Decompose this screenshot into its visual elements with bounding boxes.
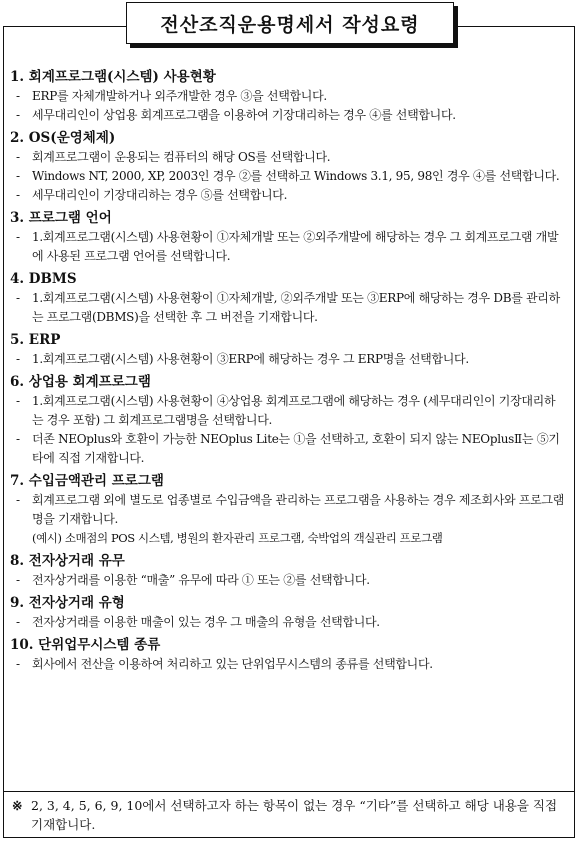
footer-text: 2, 3, 4, 5, 6, 9, 10에서 선택하고자 하는 항목이 없는 경우 “기타”를 선택하고 해당 내용을 직접 기재합니다. [31, 798, 558, 832]
section-9 [10, 594, 566, 632]
section-7 [10, 472, 566, 548]
section-1 [10, 68, 566, 125]
list-item: - 회계프로그램 외에 별도로 업종별로 수입금액을 관리하는 프로그램을 사용하는 경우 제조회사와 프로그램명을 기재합니다. [16, 493, 564, 526]
section-heading: 6. 상업용 회계프로그램 [10, 374, 151, 390]
section-8 [10, 552, 566, 590]
section-heading: 4. DBMS [10, 271, 77, 287]
list-item: - 1.회계프로그램(시스템) 사용현황이 ④상업용 회계프로그램에 해당하는 경우 (세무대리인이 기장대리하는 경우 포함) 그 회계프로그램명을 선택합니다. [16, 394, 556, 427]
section-5 [10, 331, 566, 369]
section-3 [10, 209, 566, 266]
reference-mark: ※ [12, 798, 23, 813]
list-item: - 1.회계프로그램(시스템) 사용현황이 ③ERP에 해당하는 경우 그 ERP명을 선택합니다. [16, 352, 469, 366]
list-item: - Windows NT, 2000, XP, 2003인 경우 ②를 선택하고 Windows 3.1, 95, 98인 경우 ④를 선택합니다. [16, 169, 560, 183]
document-title: 전산조직운용명세서 작성요령 [126, 2, 454, 44]
section-heading: 3. 프로그램 언어 [10, 210, 112, 226]
section-heading: 5. ERP [10, 332, 61, 348]
section-2 [10, 129, 566, 205]
list-item: - 세무대리인이 기장대리하는 경우 ⑤를 선택합니다. [16, 188, 288, 202]
section-heading: 1. 회계프로그램(시스템) 사용현황 [10, 69, 216, 85]
section-6 [10, 373, 566, 468]
list-item: - 세무대리인이 상업용 회계프로그램을 이용하여 기장대리하는 경우 ④를 선택합니다. [16, 108, 456, 122]
list-item: - 전자상거래를 이용한 매출이 있는 경우 그 매출의 유형을 선택합니다. [16, 615, 380, 629]
section-heading: 10. 단위업무시스템 종류 [10, 637, 161, 653]
list-item: - 회계프로그램이 운용되는 컴퓨터의 해당 OS를 선택합니다. [16, 150, 331, 164]
section-heading: 7. 수입금액관리 프로그램 [10, 473, 164, 489]
list-item: - 1.회계프로그램(시스템) 사용현황이 ①자체개발, ②외주개발 또는 ③ERP에 해당하는 경우 DB를 관리하는 프로그램(DBMS)을 선택한 후 그 버전을 기재합니다. [16, 291, 560, 324]
footer-note [3, 791, 575, 838]
list-item: - 1.회계프로그램(시스템) 사용현황이 ①자체개발 또는 ②외주개발에 해당하는 경우 그 회계프로그램 개발에 사용된 프로그램 언어를 선택합니다. [16, 230, 559, 263]
section-4 [10, 270, 566, 327]
list-item: - ERP를 자체개발하거나 외주개발한 경우 ③을 선택합니다. [16, 89, 327, 103]
list-item: - 더존 NEOplus와 호환이 가능한 NEOplus Lite는 ①을 선택하고, 호환이 되지 않는 NEOplusⅡ는 ⑤기타에 직접 기재합니다. [16, 432, 560, 465]
section-heading: 2. OS(운영체제) [10, 130, 116, 146]
list-item: - 전자상거래를 이용한 “매출” 유무에 따라 ① 또는 ②를 선택합니다. [16, 573, 370, 587]
section-10 [10, 636, 566, 674]
section-heading: 8. 전자상거래 유무 [10, 553, 125, 569]
instructions-body [10, 64, 566, 674]
section-heading: 9. 전자상거래 유형 [10, 595, 125, 611]
example-note: (예시) 소매점의 POS 시스템, 병원의 환자관리 프로그램, 숙박업의 객실관리 프로그램 [32, 531, 443, 545]
list-item: - 회사에서 전산을 이용하여 처리하고 있는 단위업무시스템의 종류를 선택합니다. [16, 657, 433, 671]
